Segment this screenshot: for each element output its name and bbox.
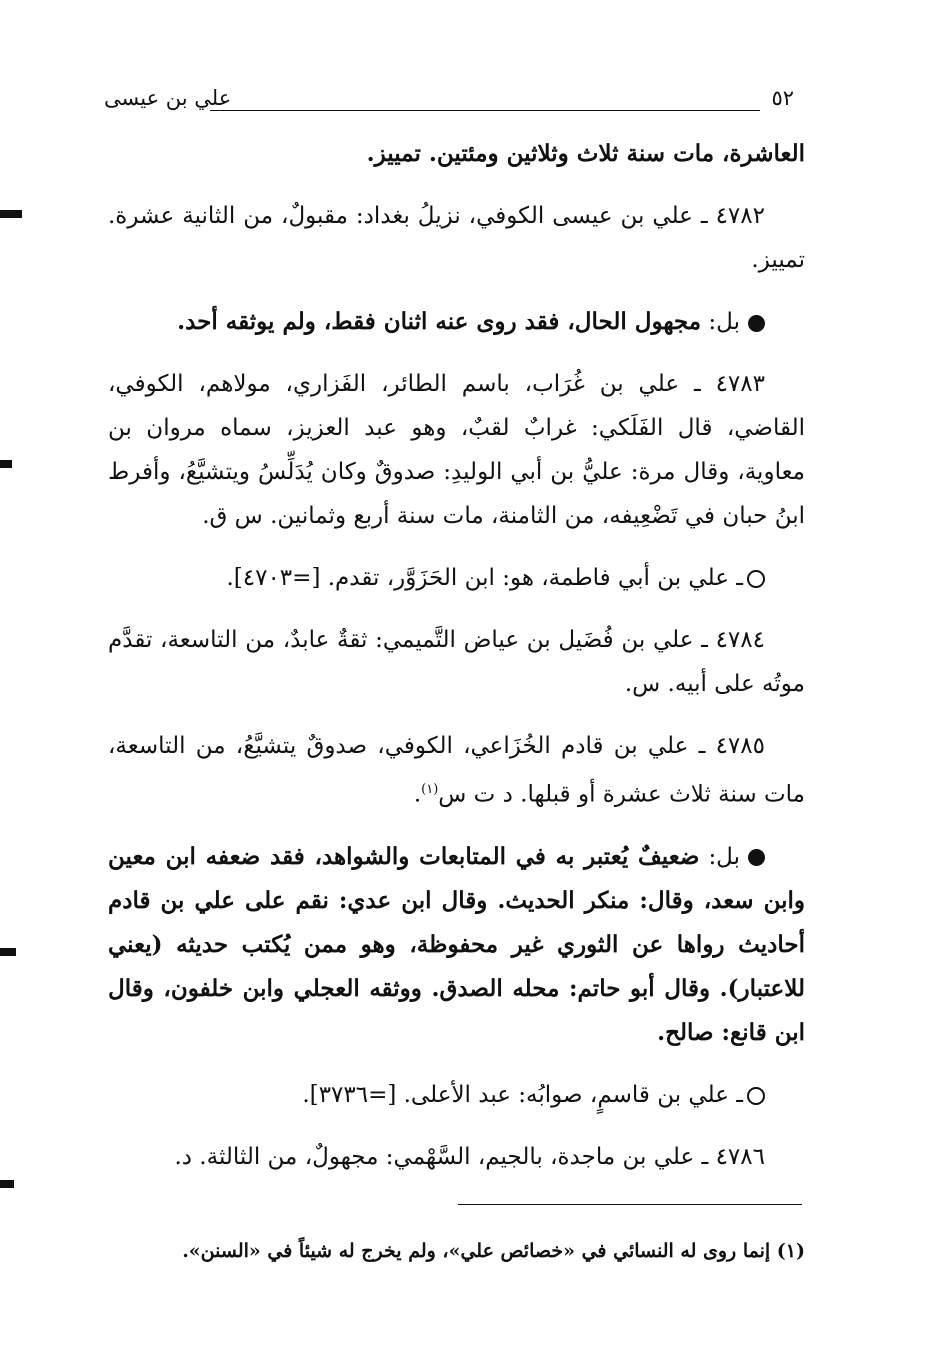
scan-edge-mark [0,948,16,956]
entry-text: ٤٧٨٤ ـ علي بن فُضَيل بن عياض التَّميمي: ثقةٌ عابدٌ، من التاسعة، تقدَّم موتُه على أبيه. س. [108,627,805,697]
note-label: بل: [708,843,741,870]
page-header [100,86,800,118]
entry-4783 [108,362,805,538]
cross-reference-4703 [108,556,805,600]
bullet-icon [748,849,765,866]
circle-icon [747,570,765,588]
scan-edge-mark [0,1180,14,1188]
footnote-reference: (١) [421,782,439,797]
footnote-rule [458,1204,802,1205]
footnote: (١) إنما روى له النسائي في «خصائص علي»، ولم يخرج له شيئاً في «السنن». [182,1240,805,1262]
paragraph-text: العاشرة، مات سنة ثلاث وثلاثين ومئتين. تمييز. [366,140,805,167]
scan-edge-mark [0,460,12,468]
note-label: بل: [708,309,740,335]
entry-text: ٤٧٨٣ ـ علي بن غُرَاب، باسم الطائر، الفَزاري، مولاهم، الكوفي، القاضي، قال الفَلَكي: غرابٌ لقبٌ، وهو عبد العزيز، سماه مروان بن معاوية، وقال مرة: عليُّ بن أبي الوليدِ: صدوقٌ وكان يُدَلِّسُ ويتشيَّعُ، وأفرط ابنُ حبان في تَضْعِيفه، من الثامنة، مات سنة أربع وثمانين. س ق. [108,371,805,529]
page-number: ٥٢ [771,86,794,110]
entry-text: ٤٧٨٥ ـ علي بن قادم الخُزَاعي، الكوفي، صدوقٌ يتشيَّعُ، من التاسعة، مات سنة ثلاث عشرة أو قبلها. د ت س [108,733,805,808]
note-4785 [108,835,805,1055]
note-text: ضعيفٌ يُعتبر به في المتابعات والشواهد، فقد ضعفه ابن معين وابن سعد، وقال: منكر الحديث. وقال ابن عدي: نقم على علي بن قادم أحاديث رواها عن الثوري غير محفوظة، وهو ممن يُكتب حديثه (يعني للاعتبار). وقال أبو حاتم: محله الصدق. ووثقه العجلي وابن خلفون، وقال ابن قانع: صالح. [108,842,805,1046]
bullet-icon [748,315,765,332]
note-4782 [108,300,805,344]
main-text [108,132,805,1197]
running-title: علي بن عيسى [104,86,232,110]
cross-reference-text: ـ علي بن أبي فاطمة، هو: ابن الحَزَوَّر، تقدم. [=٤٧٠٣]. [226,565,743,591]
paragraph-continuation [108,132,805,176]
entry-4784 [108,618,805,706]
entry-text: ٤٧٨٦ ـ علي بن ماجدة، بالجيم، السَّهْمي: مجهولٌ، من الثالثة. د. [174,1143,765,1170]
cross-reference-3736 [108,1073,805,1117]
note-text: مجهول الحال، فقد روى عنه اثنان فقط، ولم يوثقه أحد. [177,308,702,335]
scan-edge-mark [0,210,22,218]
entry-4786 [108,1135,805,1179]
entry-4785: ٤٧٨٥ ـ علي بن قادم الخُزَاعي، الكوفي، صدوقٌ يتشيَّعُ، من التاسعة، مات سنة ثلاث عشرة أو قبلها. د ت س$^{(١)}$. [108,733,805,808]
cross-reference-text: ـ علي بن قاسمٍ، صوابُه: عبد الأعلى. [=٣٧٣٦]. [302,1081,743,1108]
circle-icon [747,1087,765,1105]
entry-text: ٤٧٨٢ ـ علي بن عيسى الكوفي، نزيلُ بغداد: مقبولٌ، من الثانية عشرة. تمييز. [108,203,805,273]
header-rule [210,110,760,111]
entry-4782 [108,194,805,282]
